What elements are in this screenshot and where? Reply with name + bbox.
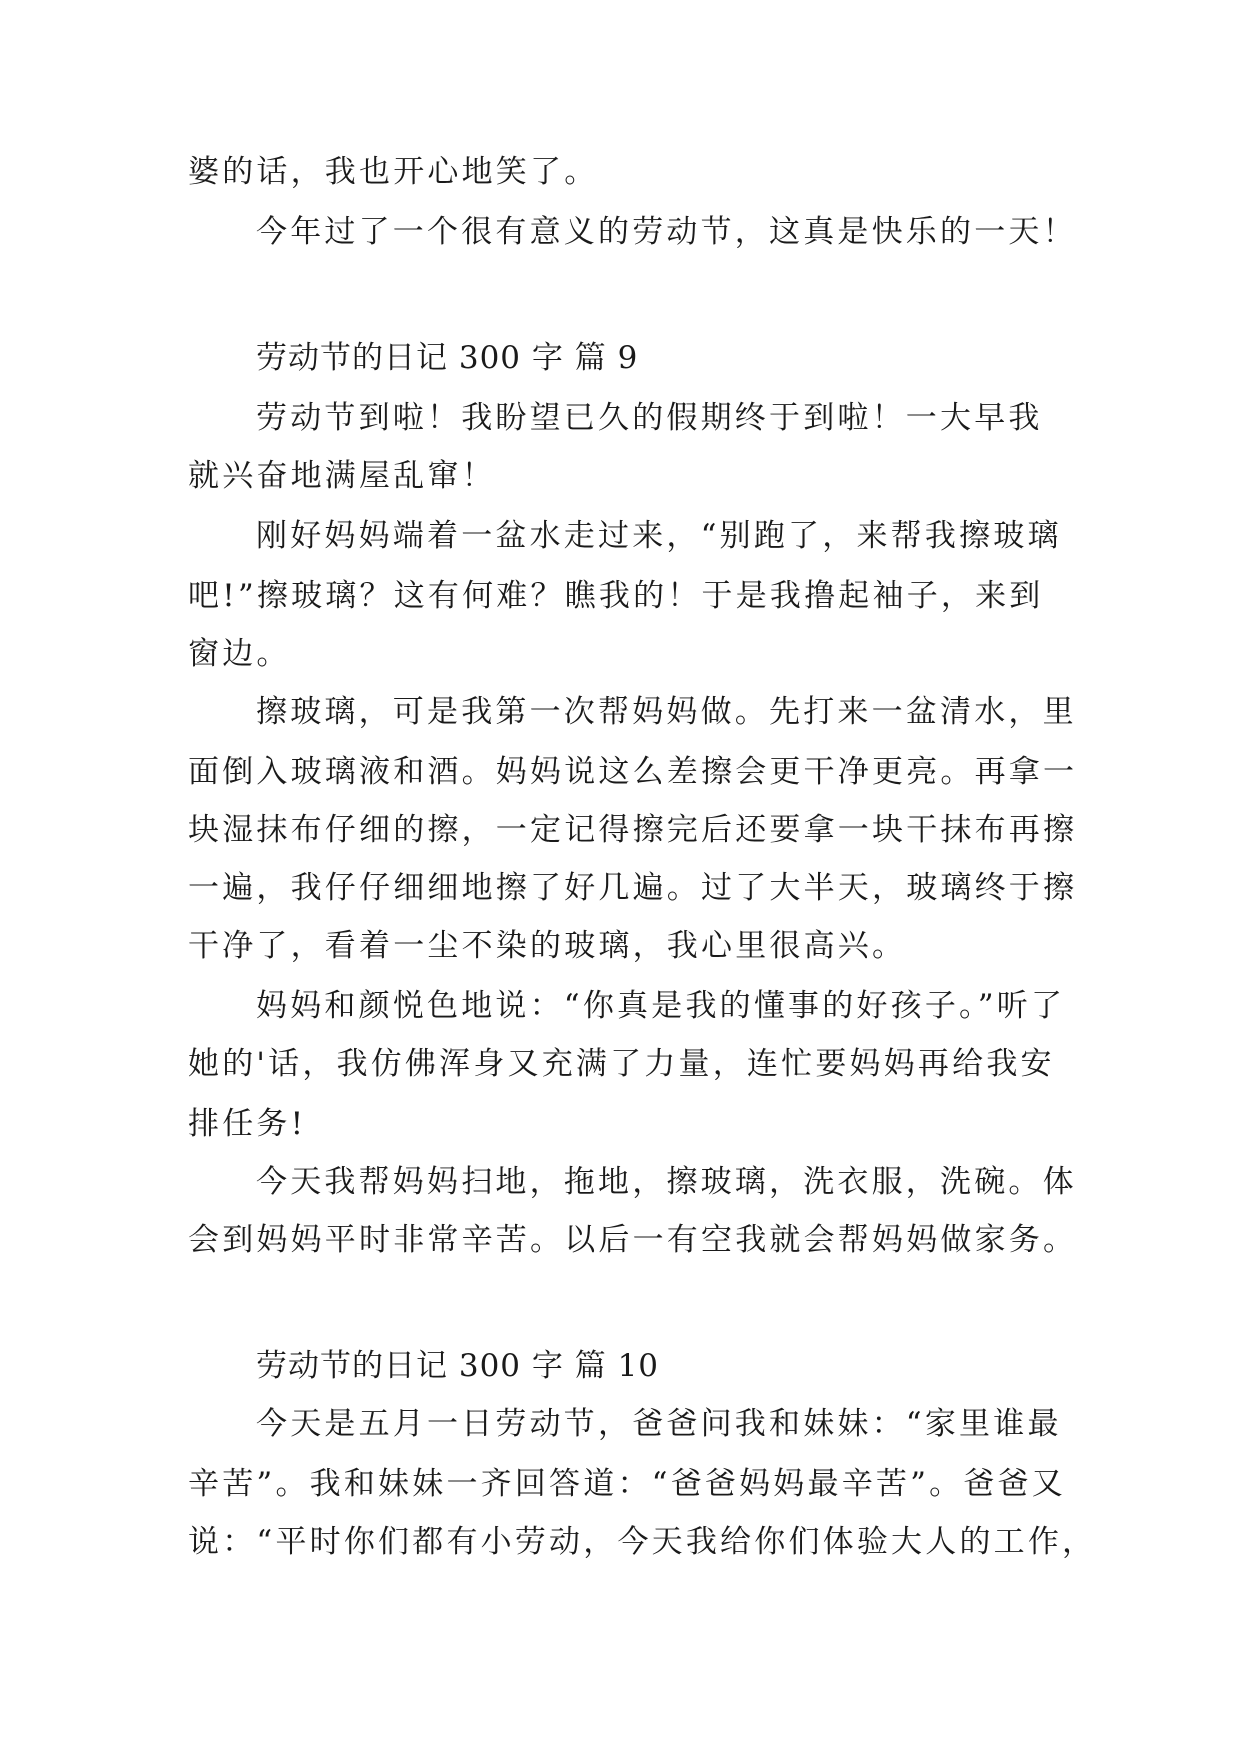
paragraph-line: 吧!”擦玻璃？这有何难？瞧我的！于是我撸起袖子，来到 xyxy=(188,578,1044,614)
paragraph-line: 今天我帮妈妈扫地，拖地，擦玻璃，洗衣服，洗碗。体 xyxy=(256,1164,1077,1200)
paragraph-line: 擦玻璃，可是我第一次帮妈妈做。先打来一盆清水，里 xyxy=(256,694,1077,730)
paragraph-line: 劳动节到啦！我盼望已久的假期终于到啦！一大早我 xyxy=(256,400,1043,436)
paragraph-line: 一遍，我仔仔细细地擦了好几遍。过了大半天，玻璃终于擦 xyxy=(188,870,1078,906)
section-heading: 劳动节的日记 300 字 篇 10 xyxy=(256,1348,660,1384)
paragraph-line: 婆的话，我也开心地笑了。 xyxy=(188,154,599,190)
paragraph-line: 妈妈和颜悦色地说：“你真是我的懂事的好孩子。”听了 xyxy=(256,988,1066,1024)
paragraph-line: 辛苦”。我和妹妹一齐回答道：“爸爸妈妈最辛苦”。爸爸又 xyxy=(188,1466,1066,1502)
paragraph-line: 块湿抹布仔细的擦，一定记得擦完后还要拿一块干抹布再擦 xyxy=(188,812,1078,848)
paragraph-line: 说：“平时你们都有小劳动，今天我给你们体验大人的工作， xyxy=(188,1524,1097,1560)
paragraph-line: 会到妈妈平时非常辛苦。以后一有空我就会帮妈妈做家务。 xyxy=(188,1222,1078,1258)
paragraph-line: 就兴奋地满屋乱窜！ xyxy=(188,458,496,494)
paragraph-line: 干净了，看着一尘不染的玻璃，我心里很高兴。 xyxy=(188,928,907,964)
paragraph-line: 排任务! xyxy=(188,1106,307,1142)
paragraph-line: 窗边。 xyxy=(188,636,291,672)
paragraph-line: 今年过了一个很有意义的劳动节，这真是快乐的一天！ xyxy=(256,214,1077,250)
paragraph-line: 今天是五月一日劳动节，爸爸问我和妹妹：“家里谁最 xyxy=(256,1406,1062,1442)
paragraph-line: 刚好妈妈端着一盆水走过来，“别跑了，来帮我擦玻璃 xyxy=(256,518,1062,554)
paragraph-line: 她的'话，我仿佛浑身又充满了力量，连忙要妈妈再给我安 xyxy=(188,1046,1055,1082)
paragraph-line: 面倒入玻璃液和酒。妈妈说这么差擦会更干净更亮。再拿一 xyxy=(188,754,1078,790)
section-heading: 劳动节的日记 300 字 篇 9 xyxy=(256,340,639,376)
